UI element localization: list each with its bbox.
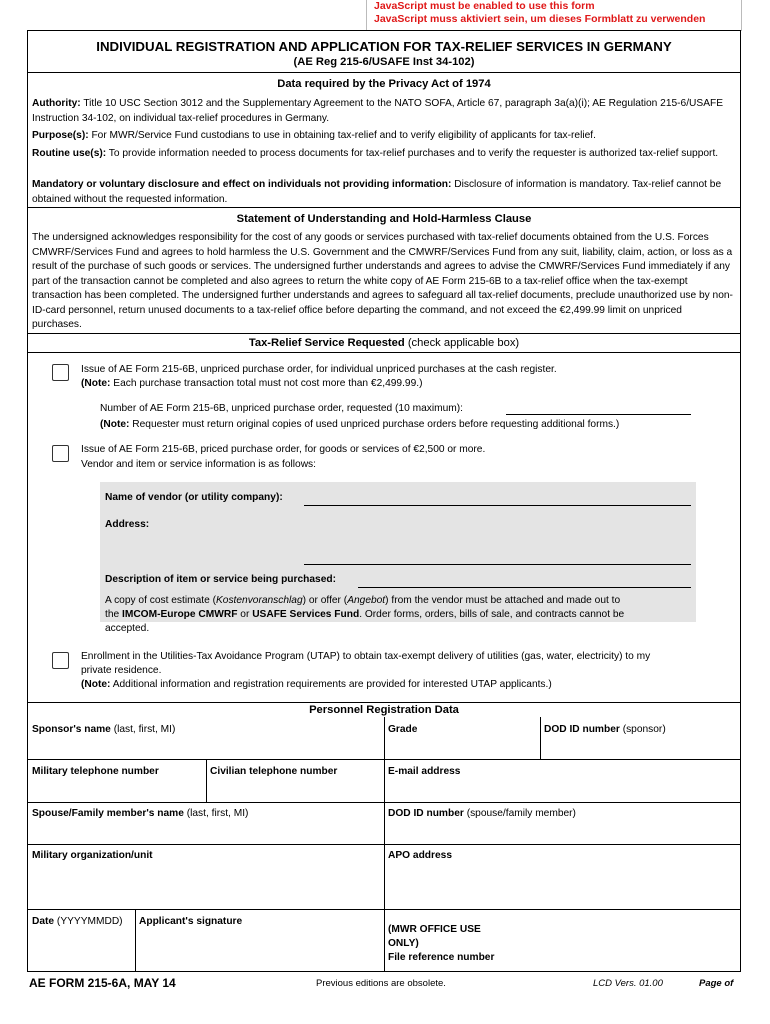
grade-field[interactable] <box>388 737 536 757</box>
spouse-name-label: Spouse/Family member's name (last, first, MI) <box>32 808 249 819</box>
privacy-heading: Data required by the Privacy Act of 1974 <box>277 78 491 90</box>
disclosure-paragraph: Mandatory or voluntary disclosure and effect on individuals not providing information: Disclosure of information is mandatory. Tax-relief cannot be obtained without the requested information. <box>32 179 722 205</box>
warning-line-2: JavaScript muss aktiviert sein, um dieses Formblatt zu verwenden <box>374 13 706 25</box>
email-field[interactable] <box>388 779 736 799</box>
utap-checkbox[interactable] <box>52 652 69 669</box>
statement-heading: Statement of Understanding and Hold-Harmless Clause <box>236 213 532 225</box>
number-requested-label: Number of AE Form 215-6B, unpriced purchase order, requested (10 maximum): <box>100 403 463 414</box>
spouse-dod-id-label: DOD ID number (spouse/family member) <box>388 808 576 819</box>
mwr-office-label-1: (MWR OFFICE USE <box>388 924 481 935</box>
utap-label-line-1: Enrollment in the Utilities-Tax Avoidance Program (UTAP) to obtain tax-exempt delivery of utilities (gas, water, electricity) to my <box>81 651 651 662</box>
priced-order-label: Issue of AE Form 215-6B, priced purchase order, for goods or services of €2,500 or more. <box>81 444 486 455</box>
mwr-office-label-2: ONLY) <box>388 938 419 949</box>
date-field[interactable] <box>32 929 132 967</box>
number-requested-note: (Note: Requester must return original copies of used unpriced purchase orders before requesting additional forms.) <box>100 419 620 430</box>
file-reference-label: File reference number <box>388 952 495 963</box>
apo-address-label: APO address <box>388 850 452 861</box>
sponsor-name-label: Sponsor's name (last, first, MI) <box>32 724 176 735</box>
personnel-heading: Personnel Registration Data <box>309 704 459 716</box>
service-heading: Tax-Relief Service Requested (check applicable box) <box>248 337 520 349</box>
spouse-dod-id-field[interactable] <box>388 821 736 841</box>
estimate-line-3: accepted. <box>105 623 150 634</box>
routine-use-paragraph: Routine use(s): To provide information needed to process documents for tax-relief purchases and to verify the requester is authorized tax-relief support. <box>32 148 719 159</box>
unpriced-order-label: Issue of AE Form 215-6B, unpriced purchase order, for individual unpriced purchases at the cash register. <box>81 364 557 375</box>
utap-note: (Note: Additional information and registration requirements are provided for interested UTAP applicants.) <box>81 679 552 690</box>
statement-text: The undersigned acknowledges responsibility for the cost of any goods or services purchased with tax-relief documents obtained from the U.S. Forces CMWRF/Services Fund and agrees to hold harmless the U.S. Government and the CMWRF/Services Fund from any suit, liability, claim, action, or loss as a result of the purchase of such goods or services. The undersigned further understands and agrees to advise the CMWRF/Services Fund immediately if any part of the transaction cannot be completed and also agrees to return the white copy of AE Form 215-6B to a tax-relief office when the tax-exempt transaction has been completed. The undersigned further understands and agrees to safeguard all tax-relief documents, preclude unauthorized use by non-ID-card personnel, return unused documents to a tax-relief office before departing the command, and not exceed the €2,499.99 limit on unpriced purchases. <box>32 232 733 330</box>
spouse-name-field[interactable] <box>32 821 380 841</box>
vendor-name-field[interactable] <box>304 505 691 506</box>
vendor-name-label: Name of vendor (or utility company): <box>105 492 283 503</box>
military-org-field[interactable] <box>32 863 380 905</box>
military-phone-field[interactable] <box>32 779 202 799</box>
authority-paragraph: Authority: Title 10 USC Section 3012 and the Supplementary Agreement to the NATO SOFA, Article 67, paragraph 3a(a)(i); AE Regulation 215-6/USAFE Instruction 34-102, on individual tax-relief procedures in Germany. <box>32 98 724 124</box>
purpose-paragraph: Purpose(s): For MWR/Service Fund custodians to use in obtaining tax-relief and to verify eligibility of applicants for tax-relief. <box>32 130 596 141</box>
vendor-info-intro: Vendor and item or service information is as follows: <box>81 459 316 470</box>
sponsor-dod-id-field[interactable] <box>544 737 736 757</box>
sponsor-dod-id-label: DOD ID number (sponsor) <box>544 724 666 735</box>
address-label: Address: <box>105 519 150 530</box>
version-label: LCD Vers. 01.00 <box>593 978 663 989</box>
date-label: Date (YYYYMMDD) <box>32 916 123 927</box>
signature-label: Applicant's signature <box>139 916 243 927</box>
civilian-phone-field[interactable] <box>210 779 380 799</box>
priced-order-checkbox[interactable] <box>52 445 69 462</box>
email-label: E-mail address <box>388 766 461 777</box>
military-phone-label: Military telephone number <box>32 766 159 777</box>
estimate-line-2: the IMCOM-Europe CMWRF or USAFE Services Fund. Order forms, orders, bills of sale, and contracts cannot be <box>105 609 625 620</box>
apo-address-field[interactable] <box>388 863 736 905</box>
unpriced-order-checkbox[interactable] <box>52 364 69 381</box>
form-subtitle: (AE Reg 215-6/USAFE Inst 34-102) <box>293 56 475 68</box>
form-frame <box>27 30 741 972</box>
number-requested-field[interactable] <box>506 414 691 415</box>
utap-label-line-2: private residence. <box>81 665 162 676</box>
signature-field[interactable] <box>139 929 380 967</box>
description-field[interactable] <box>358 587 691 588</box>
address-field[interactable] <box>304 564 691 565</box>
javascript-warning <box>366 0 742 31</box>
form-identifier: AE FORM 215-6A, MAY 14 <box>29 976 176 990</box>
obsolete-notice: Previous editions are obsolete. <box>316 978 446 989</box>
military-org-label: Military organization/unit <box>32 850 153 861</box>
civilian-phone-label: Civilian telephone number <box>210 766 338 777</box>
form-title: INDIVIDUAL REGISTRATION AND APPLICATION FOR TAX-RELIEF SERVICES IN GERMANY <box>96 39 672 54</box>
description-label: Description of item or service being purchased: <box>105 574 336 585</box>
estimate-line-1: A copy of cost estimate (Kostenvoranschlag) or offer (Angebot) from the vendor must be attached and made out to <box>105 595 621 606</box>
grade-label: Grade <box>388 724 418 735</box>
unpriced-order-note: (Note: Each purchase transaction total must not cost more than €2,499.99.) <box>81 378 423 389</box>
sponsor-name-field[interactable] <box>32 737 380 757</box>
warning-line-1: JavaScript must be enabled to use this form <box>374 0 595 12</box>
page-number: Page of <box>699 978 734 989</box>
